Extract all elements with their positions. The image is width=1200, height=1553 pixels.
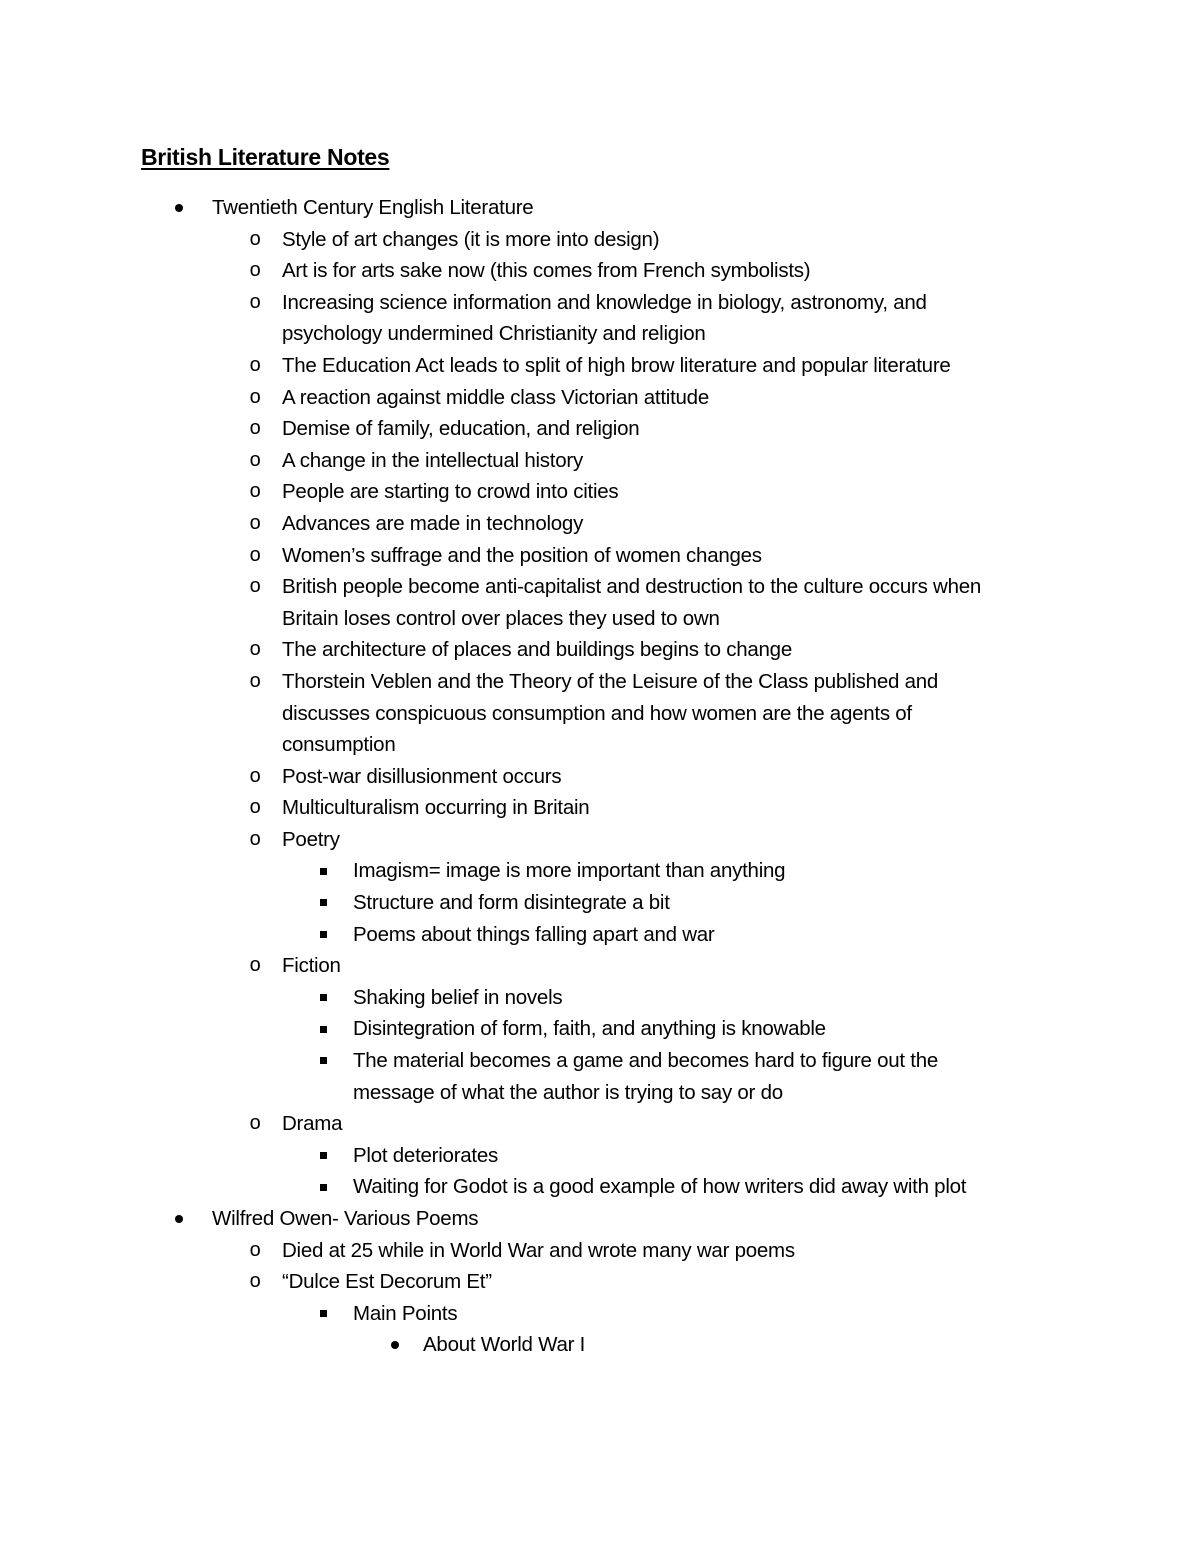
list-item: [0, 1171, 1200, 1203]
list-item: [0, 1266, 1200, 1298]
list-item-text: Twentieth Century English Literature: [212, 196, 534, 219]
list-item-text: discusses conspicuous consumption and how women are the agents of: [282, 701, 912, 725]
list-item: [0, 318, 1200, 350]
notes-outline: [0, 192, 1200, 1361]
list-item: [0, 287, 1200, 319]
list-item: [0, 634, 1200, 666]
list-item: [0, 1203, 1200, 1235]
list-item-text: The Education Act leads to split of high brow literature and popular literature: [282, 353, 951, 377]
list-item-text: Fiction: [282, 954, 341, 978]
list-item-text: Increasing science information and knowledge in biology, astronomy, and: [282, 290, 927, 314]
hollow-circle-icon: o: [249, 796, 261, 819]
hollow-circle-icon: o: [249, 448, 261, 471]
list-item-text: Post-war disillusionment occurs: [282, 764, 562, 788]
square-bullet-icon: [314, 982, 332, 1014]
list-item-text: Wilfred Owen- Various Poems: [212, 1207, 479, 1230]
list-item: [0, 445, 1200, 477]
list-item: [0, 855, 1200, 887]
hollow-circle-icon: o: [249, 1112, 261, 1135]
hollow-circle-icon: o: [249, 227, 261, 250]
list-item-text: Multiculturalism occurring in Britain: [282, 796, 590, 820]
list-item: [0, 887, 1200, 919]
list-item: [0, 761, 1200, 793]
square-bullet-icon: [314, 887, 332, 919]
page-title: British Literature Notes: [141, 144, 390, 170]
list-item: [0, 729, 1200, 761]
list-item: [0, 1329, 1200, 1361]
list-item: [0, 1108, 1200, 1140]
list-item: [0, 666, 1200, 698]
list-item: [0, 571, 1200, 603]
list-item: [0, 476, 1200, 508]
list-item: [0, 540, 1200, 572]
list-item-text: Structure and form disintegrate a bit: [353, 891, 670, 915]
list-item-text: Drama: [282, 1112, 343, 1136]
list-item-text: Waiting for Godot is a good example of how writers did away with plot: [353, 1175, 967, 1199]
list-item-text: British people become anti-capitalist and destruction to the culture occurs when: [282, 575, 982, 599]
hollow-circle-icon: o: [249, 417, 261, 440]
list-item: [0, 1045, 1200, 1077]
list-item-text: message of what the author is trying to say or do: [353, 1080, 783, 1104]
list-item: [0, 350, 1200, 382]
list-item-text: Imagism= image is more important than anything: [353, 859, 786, 883]
list-item-text: Poetry: [282, 827, 340, 851]
hollow-circle-icon: o: [249, 511, 261, 534]
hollow-circle-icon: o: [249, 669, 261, 692]
list-item-text: Shaking belief in novels: [353, 985, 563, 1009]
list-item: [0, 192, 1200, 224]
list-item-text: Art is for arts sake now (this comes from French symbolists): [282, 259, 811, 283]
list-item-text: psychology undermined Christianity and religion: [282, 322, 706, 346]
hollow-circle-icon: o: [249, 259, 261, 282]
list-item-text: Main Points: [353, 1301, 458, 1325]
hollow-circle-icon: o: [249, 480, 261, 503]
list-item-text: A change in the intellectual history: [282, 448, 583, 472]
bullet-icon: [385, 1329, 405, 1361]
list-item: [0, 1235, 1200, 1267]
hollow-circle-icon: o: [249, 827, 261, 850]
bullet-icon: [168, 192, 190, 224]
list-item: [0, 382, 1200, 414]
list-item: [0, 792, 1200, 824]
hollow-circle-icon: o: [249, 638, 261, 661]
hollow-circle-icon: o: [249, 1270, 261, 1293]
list-item: [0, 824, 1200, 856]
list-item-text: Disintegration of form, faith, and anything is knowable: [353, 1017, 826, 1041]
list-item-text: Women’s suffrage and the position of women changes: [282, 543, 762, 567]
list-item-text: Thorstein Veblen and the Theory of the Leisure of the Class published and: [282, 669, 939, 693]
hollow-circle-icon: o: [249, 575, 261, 598]
hollow-circle-icon: o: [249, 385, 261, 408]
square-bullet-icon: [314, 1171, 332, 1203]
list-item: [0, 255, 1200, 287]
square-bullet-icon: [314, 855, 332, 887]
list-item-text: “Dulce Est Decorum Et”: [282, 1270, 492, 1294]
list-item: [0, 698, 1200, 730]
list-item-text: consumption: [282, 733, 396, 757]
list-item-text: Style of art changes (it is more into design): [282, 227, 660, 251]
list-item-text: A reaction against middle class Victorian attitude: [282, 385, 709, 409]
square-bullet-icon: [314, 1140, 332, 1172]
hollow-circle-icon: o: [249, 290, 261, 313]
list-item: [0, 1298, 1200, 1330]
bullet-icon: [168, 1203, 190, 1235]
list-item-text: The architecture of places and buildings begins to change: [282, 638, 792, 662]
hollow-circle-icon: o: [249, 353, 261, 376]
list-item-text: About World War I: [423, 1333, 586, 1357]
list-item-text: The material becomes a game and becomes hard to figure out the: [353, 1049, 939, 1073]
list-item-text: Demise of family, education, and religion: [282, 417, 640, 441]
list-item: [0, 950, 1200, 982]
hollow-circle-icon: o: [249, 954, 261, 977]
list-item: [0, 1140, 1200, 1172]
list-item: [0, 413, 1200, 445]
list-item: [0, 603, 1200, 635]
square-bullet-icon: [314, 1298, 332, 1330]
square-bullet-icon: [314, 1045, 332, 1077]
list-item: [0, 982, 1200, 1014]
list-item-text: Poems about things falling apart and war: [353, 922, 715, 946]
hollow-circle-icon: o: [249, 543, 261, 566]
list-item-text: Died at 25 while in World War and wrote many war poems: [282, 1238, 795, 1262]
list-item-text: Plot deteriorates: [353, 1143, 499, 1167]
list-item-text: People are starting to crowd into cities: [282, 480, 619, 504]
list-item-text: Britain loses control over places they used to own: [282, 606, 720, 630]
list-item: [0, 224, 1200, 256]
square-bullet-icon: [314, 919, 332, 951]
list-item: [0, 1077, 1200, 1109]
list-item: [0, 508, 1200, 540]
list-item-text: Advances are made in technology: [282, 511, 584, 535]
square-bullet-icon: [314, 1013, 332, 1045]
hollow-circle-icon: o: [249, 1238, 261, 1261]
hollow-circle-icon: o: [249, 764, 261, 787]
list-item: [0, 919, 1200, 951]
list-item: [0, 1013, 1200, 1045]
